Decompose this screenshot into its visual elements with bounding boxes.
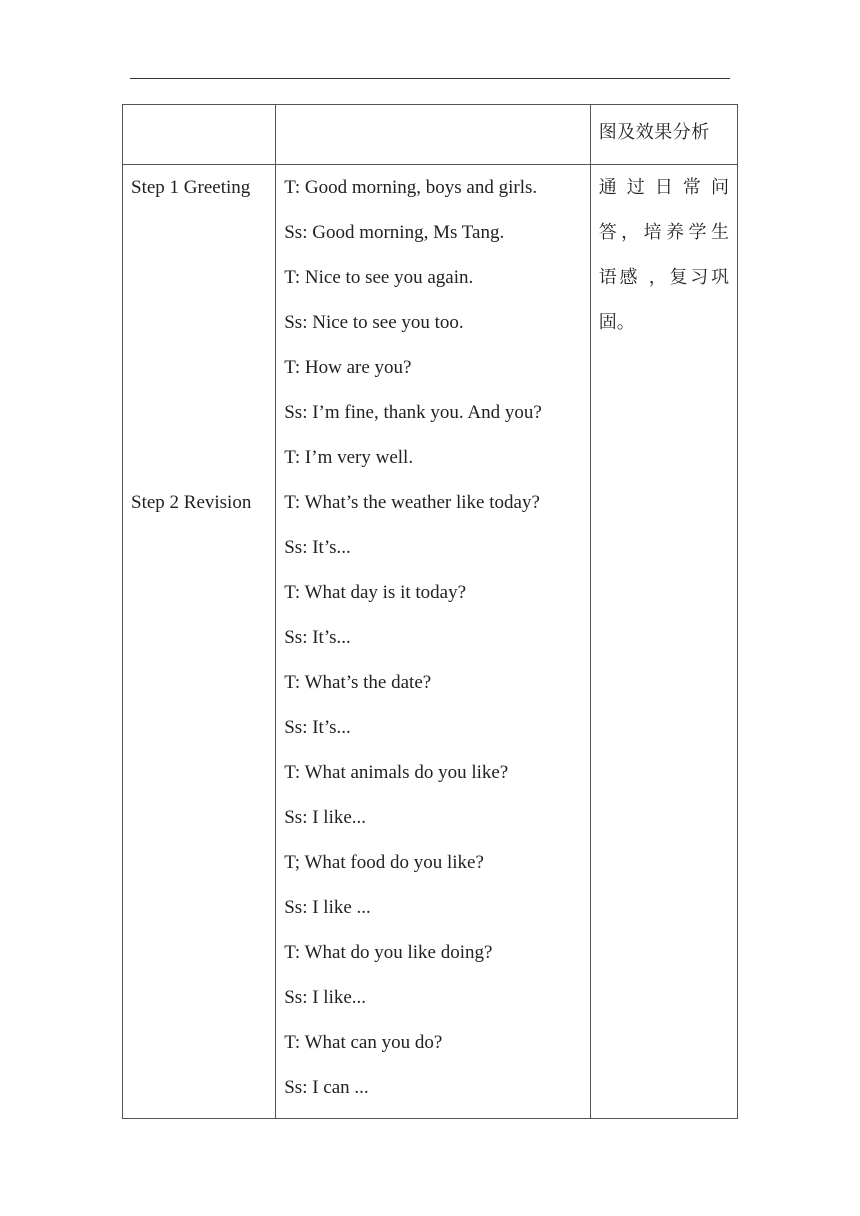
step-spacer <box>131 893 275 938</box>
step-label: Step 2 Revision <box>131 492 252 513</box>
dialogue-line: Ss: It’s... <box>284 717 351 738</box>
analysis-line: 固。 <box>598 312 635 333</box>
dialogue-line: T: What’s the date? <box>284 672 432 693</box>
dialogue-line: T: How are you? <box>284 357 412 378</box>
step-spacer <box>131 983 275 1028</box>
step-spacer <box>131 848 275 893</box>
dialogue-line: T: Good morning, boys and girls. <box>284 177 538 198</box>
dialogue-line: Ss: It’s... <box>284 537 351 558</box>
header-cell-step <box>123 105 276 165</box>
dialogue-line: T: What do you like doing? <box>284 942 493 963</box>
dialogue-line: Ss: I like... <box>284 807 367 828</box>
dialogue-line: T; What food do you like? <box>284 852 484 873</box>
header-rule <box>130 78 730 79</box>
step-spacer <box>131 578 275 623</box>
step-spacer <box>131 353 275 398</box>
analysis-column <box>590 165 737 1119</box>
analysis-line: 通 过 日 常 问 <box>598 177 729 198</box>
analysis-text <box>591 165 737 353</box>
step-spacer <box>131 758 275 803</box>
dialogue-list <box>276 165 590 1118</box>
lesson-plan-table <box>122 104 738 1119</box>
step-spacer <box>131 533 275 578</box>
step-spacer <box>131 1028 275 1073</box>
dialogue-line: T: What can you do? <box>284 1032 443 1053</box>
step-column <box>123 165 276 1119</box>
step-spacer <box>131 803 275 848</box>
header-cell-analysis: 图及效果分析 <box>590 105 737 165</box>
step-spacer <box>131 713 275 758</box>
step-spacer <box>131 218 275 263</box>
dialogue-line: Ss: It’s... <box>284 627 351 648</box>
header-cell-procedure <box>276 105 591 165</box>
dialogue-line: T: What animals do you like? <box>284 762 509 783</box>
dialogue-column <box>276 165 591 1119</box>
dialogue-line: Ss: Good morning, Ms Tang. <box>284 222 505 243</box>
analysis-line: 语感 ，复习巩 <box>598 267 729 288</box>
step-spacer <box>131 308 275 353</box>
analysis-line: 答，培养学生 <box>598 222 729 243</box>
dialogue-line: T: What’s the weather like today? <box>284 492 540 513</box>
step-spacer <box>131 263 275 308</box>
step-spacer <box>131 668 275 713</box>
dialogue-line: Ss: I like ... <box>284 897 371 918</box>
step-spacer <box>131 623 275 668</box>
step-label: Step 1 Greeting <box>131 177 251 198</box>
step-spacer <box>131 1073 275 1118</box>
dialogue-line: Ss: Nice to see you too. <box>284 312 464 333</box>
dialogue-line: Ss: I can ... <box>284 1077 369 1098</box>
dialogue-line: Ss: I’m fine, thank you. And you? <box>284 402 542 423</box>
step-label-stack <box>123 165 275 1118</box>
step-spacer <box>131 938 275 983</box>
dialogue-line: Ss: I like... <box>284 987 367 1008</box>
table-body-row <box>123 165 738 1119</box>
table-header-row <box>123 105 738 165</box>
step-spacer <box>131 443 275 488</box>
dialogue-line: T: I’m very well. <box>284 447 414 468</box>
step-spacer <box>131 398 275 443</box>
dialogue-line: T: What day is it today? <box>284 582 467 603</box>
dialogue-line: T: Nice to see you again. <box>284 267 474 288</box>
